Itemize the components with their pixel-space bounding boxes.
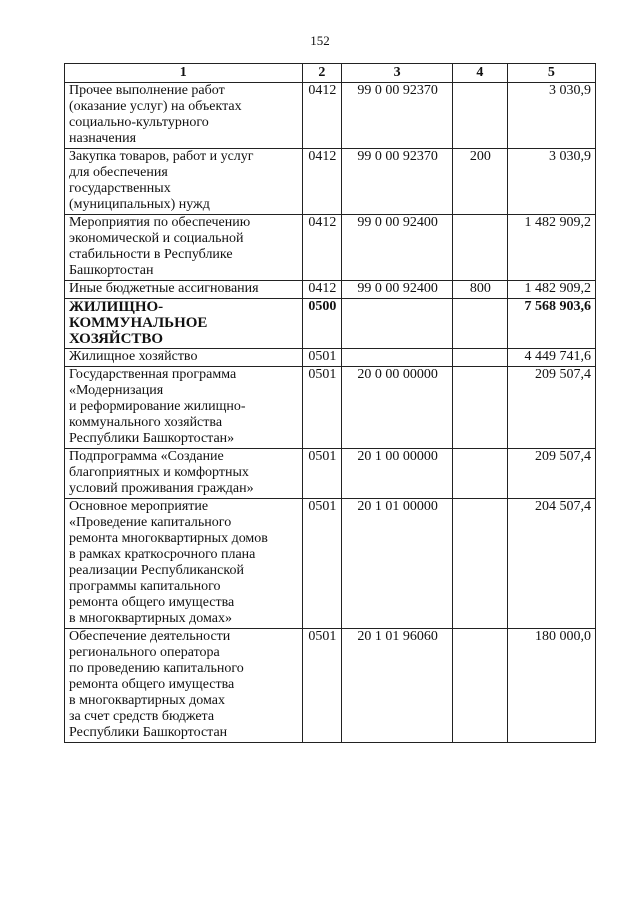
amount-cell: 1 482 909,2: [507, 281, 595, 299]
item-name-cell: ЖИЛИЩНО- КОММУНАЛЬНОЕ ХОЗЯЙСТВО: [65, 299, 303, 349]
section-code-cell: 0412: [302, 281, 342, 299]
target-code-cell: [342, 299, 453, 349]
item-name-cell: Обеспечение деятельности регионального оператора по проведению капитального ремонта общего имущества в многоквартирных домах за счет средств бюджета Республики Башкортостан: [65, 629, 303, 743]
section-code-cell: 0501: [302, 367, 342, 449]
amount-cell: 4 449 741,6: [507, 349, 595, 367]
table-row: [65, 149, 596, 215]
budget-table: [64, 63, 596, 743]
section-code-cell: 0501: [302, 449, 342, 499]
amount-cell: 3 030,9: [507, 149, 595, 215]
target-code-cell: 99 0 00 92400: [342, 281, 453, 299]
target-code-cell: [342, 349, 453, 367]
expense-type-cell: [453, 215, 508, 281]
item-name-cell: Прочее выполнение работ (оказание услуг) на объектах социально-культурного назначения: [65, 83, 303, 149]
amount-cell: 204 507,4: [507, 499, 595, 629]
expense-type-cell: [453, 349, 508, 367]
table-row: [65, 299, 596, 349]
header-col-5: 5: [507, 64, 595, 83]
expense-type-cell: [453, 83, 508, 149]
table-row: [65, 281, 596, 299]
item-name-cell: Закупка товаров, работ и услуг для обеспечения государственных (муниципальных) нужд: [65, 149, 303, 215]
table-body: [65, 83, 596, 743]
section-code-cell: 0412: [302, 149, 342, 215]
table-row: [65, 349, 596, 367]
section-code-cell: 0501: [302, 499, 342, 629]
table-row: [65, 215, 596, 281]
section-code-cell: 0412: [302, 83, 342, 149]
item-name-cell: Государственная программа «Модернизация и реформирование жилищно- коммунального хозяйства Республики Башкортостан»: [65, 367, 303, 449]
amount-cell: 3 030,9: [507, 83, 595, 149]
header-col-2: 2: [302, 64, 342, 83]
amount-cell: 209 507,4: [507, 449, 595, 499]
item-name-cell: Подпрограмма «Создание благоприятных и комфортных условий проживания граждан»: [65, 449, 303, 499]
target-code-cell: 20 0 00 00000: [342, 367, 453, 449]
header-col-3: 3: [342, 64, 453, 83]
table-row: [65, 499, 596, 629]
section-code-cell: 0501: [302, 629, 342, 743]
table-row: [65, 83, 596, 149]
item-name-cell: Жилищное хозяйство: [65, 349, 303, 367]
item-name-cell: Основное мероприятие «Проведение капитального ремонта многоквартирных домов в рамках краткосрочного плана реализации Республиканской программы капитального ремонта общего имущества в многоквартирных домах»: [65, 499, 303, 629]
expense-type-cell: [453, 449, 508, 499]
target-code-cell: 20 1 01 96060: [342, 629, 453, 743]
section-code-cell: 0412: [302, 215, 342, 281]
amount-cell: 209 507,4: [507, 367, 595, 449]
target-code-cell: 99 0 00 92370: [342, 83, 453, 149]
amount-cell: 7 568 903,6: [507, 299, 595, 349]
item-name-cell: Мероприятия по обеспечению экономической и социальной стабильности в Республике Башкортостан: [65, 215, 303, 281]
target-code-cell: 99 0 00 92400: [342, 215, 453, 281]
item-name-cell: Иные бюджетные ассигнования: [65, 281, 303, 299]
section-code-cell: 0501: [302, 349, 342, 367]
expense-type-cell: 200: [453, 149, 508, 215]
header-col-1: 1: [65, 64, 303, 83]
target-code-cell: 20 1 00 00000: [342, 449, 453, 499]
header-col-4: 4: [453, 64, 508, 83]
table-row: [65, 449, 596, 499]
target-code-cell: 20 1 01 00000: [342, 499, 453, 629]
table-header-row: [65, 64, 596, 83]
table-row: [65, 629, 596, 743]
page-number: 152: [310, 33, 330, 48]
expense-type-cell: [453, 299, 508, 349]
expense-type-cell: [453, 629, 508, 743]
amount-cell: 180 000,0: [507, 629, 595, 743]
amount-cell: 1 482 909,2: [507, 215, 595, 281]
expense-type-cell: [453, 499, 508, 629]
section-code-cell: 0500: [302, 299, 342, 349]
target-code-cell: 99 0 00 92370: [342, 149, 453, 215]
expense-type-cell: 800: [453, 281, 508, 299]
table-row: [65, 367, 596, 449]
expense-type-cell: [453, 367, 508, 449]
